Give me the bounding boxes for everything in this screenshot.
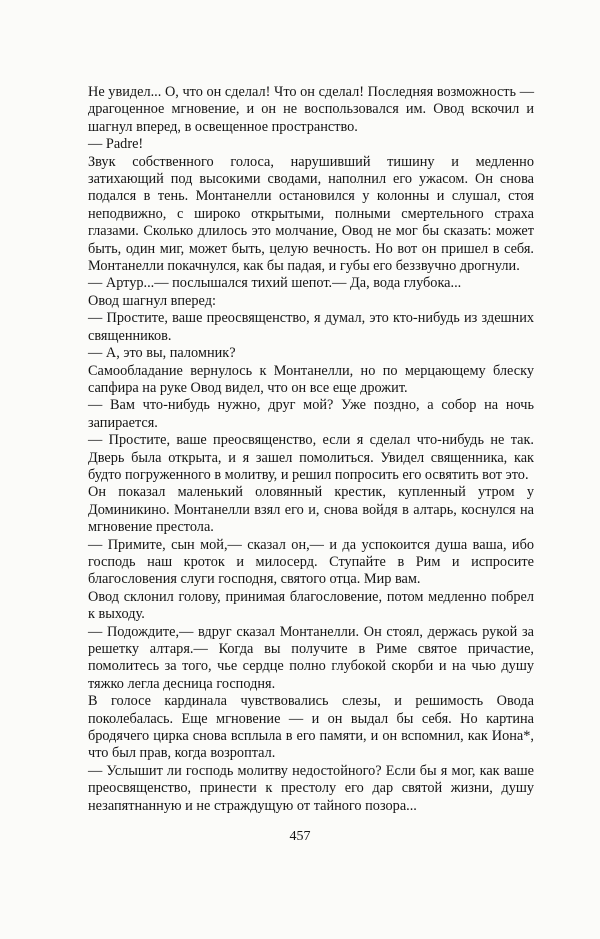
paragraph: — Артур...— послышался тихий шепот.— Да, вода глубока... [88,275,462,292]
paragraph: Не увидел... О, что он сделал! Что он сделал! Последняя возможность — драгоценное мгновение, и он не воспользовался им. Овод вскочил и шагнул вперед, в освещенное пространство. [88,84,534,135]
paragraph: Самообладание вернулось к Монтанелли, но по мерцающему блеску сапфира на руке Овод видел, что он все еще дрожит. [88,362,534,396]
paragraph: — А, это вы, паломник? [88,345,236,362]
paragraph: В голосе кардинала чувствовались слезы, и решимость Овода поколебалась. Еще мгновение — и он выдал бы себя. Но картина бродячего цирка снова всплыла в его памяти, и он вспомнил, как Иона*, что был прав, когда возроптал. [88,693,534,762]
paragraph: Овод шагнул вперед: [88,292,216,309]
paragraph: Он показал маленький оловянный крестик, купленный утром у Доминикино. Монтанелли взял его и, снова войдя в алтарь, коснулся на мгновение престола. [88,484,534,536]
paragraph: — Услышит ли господь молитву недостойного? Если бы я мог, как ваше преосвященство, принести к престолу его дар святой жизни, душу незапятнанную и не страждущую от тайного позора... [88,762,534,814]
paragraph: — Примите, сын мой,— сказал он,— и да успокоится душа ваша, ибо господь наш кроток и милосерд. Ступайте в Рим и испросите благословения слуги господня, святого отца. Мир вам. [88,536,534,588]
paragraph: — Вам что-нибудь нужно, друг мой? Уже поздно, а собор на ночь запирается. [88,397,534,431]
paragraph: — Простите, ваше преосвященство, я думал, это кто-нибудь из здешних священников. [88,310,534,344]
paragraph: — Простите, ваше преосвященство, если я сделал что-нибудь не так. Дверь была открыта, и я зашел помолиться. Увидел священника, как будто погруженного в молитву, и решил попросить его освятить вот это. [88,432,534,483]
paragraph: Звук собственного голоса, нарушивший тишину и медленно затихающий под высокими сводами, наполнил его ужасом. Он снова подался в тень. Монтанелли остановился у колонны и слушал, стоя неподвижно, с широко открытыми, полными смертельного страха глазами. Сколько длилось это молчание, Овод не мог бы сказать: может быть, один миг, может быть, целую вечность. Но вот он пришел в себя. Монтанелли покачнулся, как бы падая, и губы его беззвучно дрогнули. [88,153,534,275]
paragraph: — Padre! [88,136,144,153]
paragraph: Овод склонил голову, принимая благословение, потом медленно побрел к выходу. [88,588,534,623]
paragraph: — Подождите,— вдруг сказал Монтанелли. Он стоял, держась рукой за решетку алтаря.— Когда вы получите в Риме святое причастие, помолитесь за того, чье сердце полно глубокой скорби и на чью душу тяжко легла десница господня. [88,623,534,692]
page-number: 457 [289,829,311,844]
page-body [88,84,534,815]
